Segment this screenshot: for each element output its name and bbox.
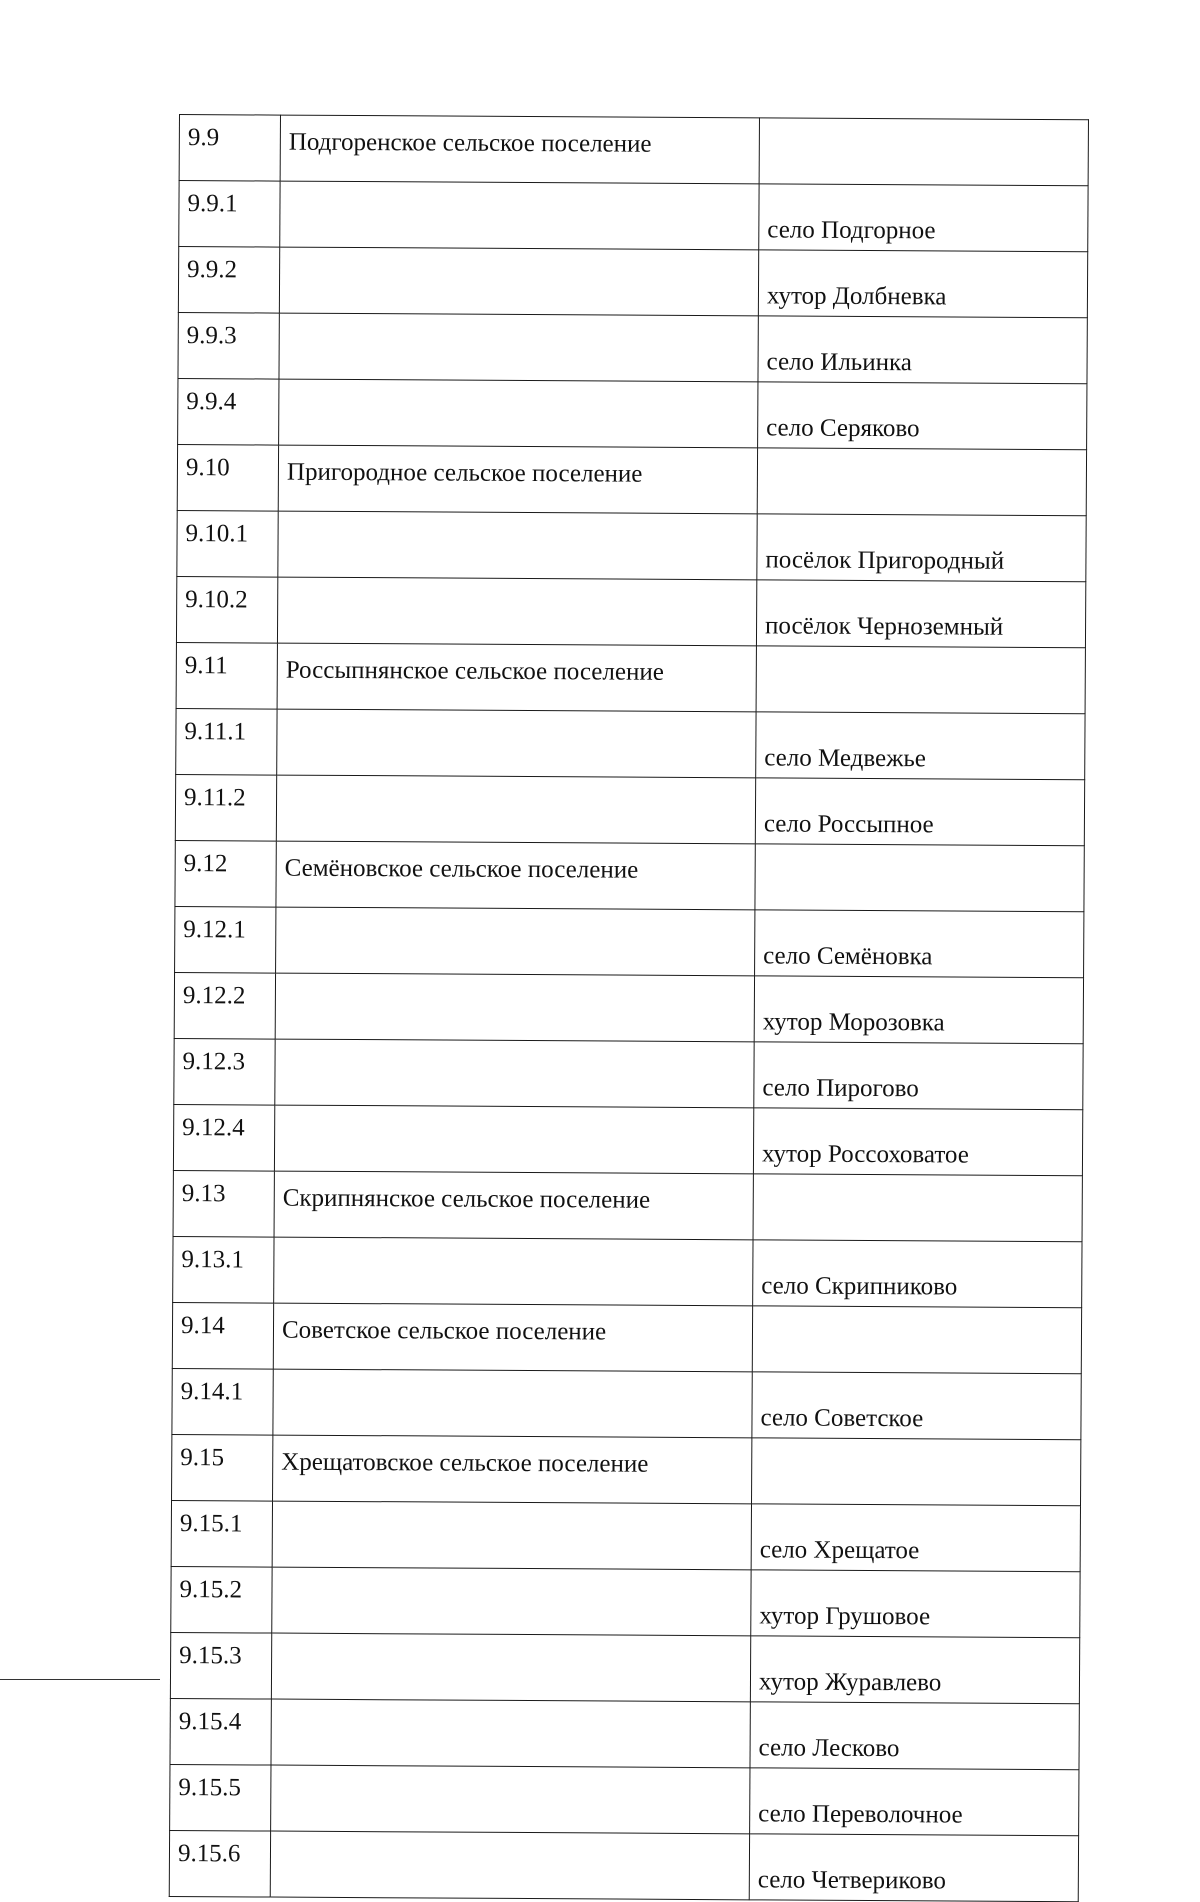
settlement-name-cell	[271, 1699, 750, 1768]
locality-name-cell: хутор Грушовое	[751, 1570, 1080, 1638]
locality-name-cell: село Россыпное	[755, 778, 1084, 846]
locality-name-cell	[756, 646, 1085, 714]
locality-name-cell: село Хрещатое	[751, 1504, 1080, 1572]
footer-line	[0, 1679, 160, 1680]
row-number-cell: 9.15.5	[170, 1764, 271, 1831]
row-number-cell: 9.15.1	[171, 1500, 272, 1567]
row-number-cell: 9.12	[175, 840, 276, 907]
settlements-table-body	[169, 115, 1088, 1902]
settlement-name-cell	[272, 1567, 751, 1636]
table-row	[176, 642, 1085, 713]
table-row	[172, 1434, 1081, 1505]
settlement-name-cell	[277, 577, 756, 646]
row-number-cell: 9.9.3	[178, 312, 279, 379]
locality-name-cell: хутор Россоховатое	[753, 1108, 1082, 1176]
locality-name-cell: село Медвежье	[756, 712, 1085, 780]
row-number-cell: 9.12.3	[174, 1038, 275, 1105]
settlement-name-cell	[274, 1105, 753, 1174]
locality-name-cell: село Ильинка	[758, 316, 1087, 384]
settlements-table	[169, 114, 1089, 1902]
table-row	[175, 840, 1084, 911]
locality-name-cell: хутор Долбневка	[758, 250, 1087, 318]
table-row	[171, 1566, 1080, 1637]
settlement-name-cell	[273, 1369, 752, 1438]
settlement-name-cell	[271, 1765, 750, 1834]
locality-name-cell: село Лесково	[750, 1702, 1079, 1770]
row-number-cell: 9.15	[172, 1434, 273, 1501]
settlement-name-cell	[276, 907, 755, 976]
settlement-name-cell	[275, 1039, 754, 1108]
row-number-cell: 9.12.2	[174, 972, 275, 1039]
table-row	[176, 576, 1085, 647]
table-row	[173, 1104, 1082, 1175]
settlement-name-cell	[275, 973, 754, 1042]
locality-name-cell: село Советское	[752, 1372, 1081, 1440]
table-row	[175, 906, 1084, 977]
row-number-cell: 9.9.1	[179, 181, 280, 248]
row-number-cell: 9.15.3	[170, 1632, 271, 1699]
row-number-cell: 9.15.2	[171, 1566, 272, 1633]
table-row	[178, 312, 1087, 383]
table-row	[169, 1830, 1078, 1901]
locality-name-cell: село Серяково	[758, 382, 1087, 450]
table-row	[179, 115, 1088, 186]
locality-name-cell	[759, 118, 1088, 186]
table-row	[172, 1302, 1081, 1373]
settlement-name-cell	[270, 1831, 749, 1900]
settlement-name-cell	[277, 709, 756, 778]
locality-name-cell: село Переволочное	[750, 1768, 1079, 1836]
table-row	[176, 708, 1085, 779]
row-number-cell: 9.13	[173, 1170, 274, 1237]
settlement-name-cell: Пригородное сельское поселение	[278, 445, 757, 514]
row-number-cell: 9.9	[179, 115, 280, 182]
settlement-name-cell	[271, 1633, 750, 1702]
locality-name-cell	[752, 1438, 1081, 1506]
row-number-cell: 9.11	[176, 642, 277, 709]
table-row	[171, 1500, 1080, 1571]
settlement-name-cell: Семёновское сельское поселение	[276, 841, 755, 910]
settlement-name-cell	[272, 1501, 751, 1570]
row-number-cell: 9.12.1	[175, 906, 276, 973]
table-row	[179, 181, 1088, 252]
locality-name-cell: село Пирогово	[754, 1042, 1083, 1110]
locality-name-cell: село Подгорное	[759, 184, 1088, 252]
settlement-name-cell: Хрещатовское сельское поселение	[273, 1435, 752, 1504]
table-row	[172, 1368, 1081, 1439]
table-row	[170, 1632, 1079, 1703]
row-number-cell: 9.10.1	[177, 510, 278, 577]
settlement-name-cell	[274, 1237, 753, 1306]
settlement-name-cell	[278, 511, 757, 580]
table-row	[177, 444, 1086, 515]
settlement-name-cell: Скрипнянское сельское поселение	[274, 1171, 753, 1240]
settlement-name-cell	[279, 379, 758, 448]
row-number-cell: 9.14.1	[172, 1368, 273, 1435]
locality-name-cell: село Четвериково	[749, 1834, 1078, 1902]
table-row	[174, 1038, 1083, 1109]
row-number-cell: 9.9.2	[178, 247, 279, 314]
row-number-cell: 9.14	[172, 1302, 273, 1369]
table-row	[173, 1236, 1082, 1307]
settlement-name-cell	[279, 313, 758, 382]
locality-name-cell: хутор Морозовка	[754, 976, 1083, 1044]
locality-name-cell: посёлок Пригородный	[757, 514, 1086, 582]
table-row	[178, 247, 1087, 318]
locality-name-cell: село Скрипниково	[753, 1240, 1082, 1308]
row-number-cell: 9.15.6	[169, 1830, 270, 1897]
row-number-cell: 9.11.1	[176, 708, 277, 775]
settlement-name-cell: Подгоренское сельское поселение	[280, 115, 759, 184]
row-number-cell: 9.15.4	[170, 1698, 271, 1765]
settlement-name-cell	[279, 247, 758, 316]
table-row	[174, 972, 1083, 1043]
row-number-cell: 9.9.4	[178, 378, 279, 445]
row-number-cell: 9.11.2	[175, 774, 276, 841]
settlement-name-cell: Советское сельское поселение	[273, 1303, 752, 1372]
table-row	[173, 1170, 1082, 1241]
locality-name-cell: село Семёновка	[755, 910, 1084, 978]
row-number-cell: 9.13.1	[173, 1236, 274, 1303]
table-row	[175, 774, 1084, 845]
table-row	[170, 1764, 1079, 1835]
locality-name-cell	[757, 448, 1086, 516]
table-row	[177, 510, 1086, 581]
locality-name-cell	[752, 1306, 1081, 1374]
row-number-cell: 9.10	[177, 444, 278, 511]
locality-name-cell	[755, 844, 1084, 912]
locality-name-cell: посёлок Черноземный	[756, 580, 1085, 648]
locality-name-cell	[753, 1174, 1082, 1242]
settlement-name-cell: Россыпнянское сельское поселение	[277, 643, 756, 712]
row-number-cell: 9.10.2	[176, 576, 277, 643]
settlement-name-cell	[276, 775, 755, 844]
row-number-cell: 9.12.4	[173, 1104, 274, 1171]
locality-name-cell: хутор Журавлево	[750, 1636, 1079, 1704]
table-row	[170, 1698, 1079, 1769]
table-row	[178, 378, 1087, 449]
settlement-name-cell	[280, 181, 759, 250]
